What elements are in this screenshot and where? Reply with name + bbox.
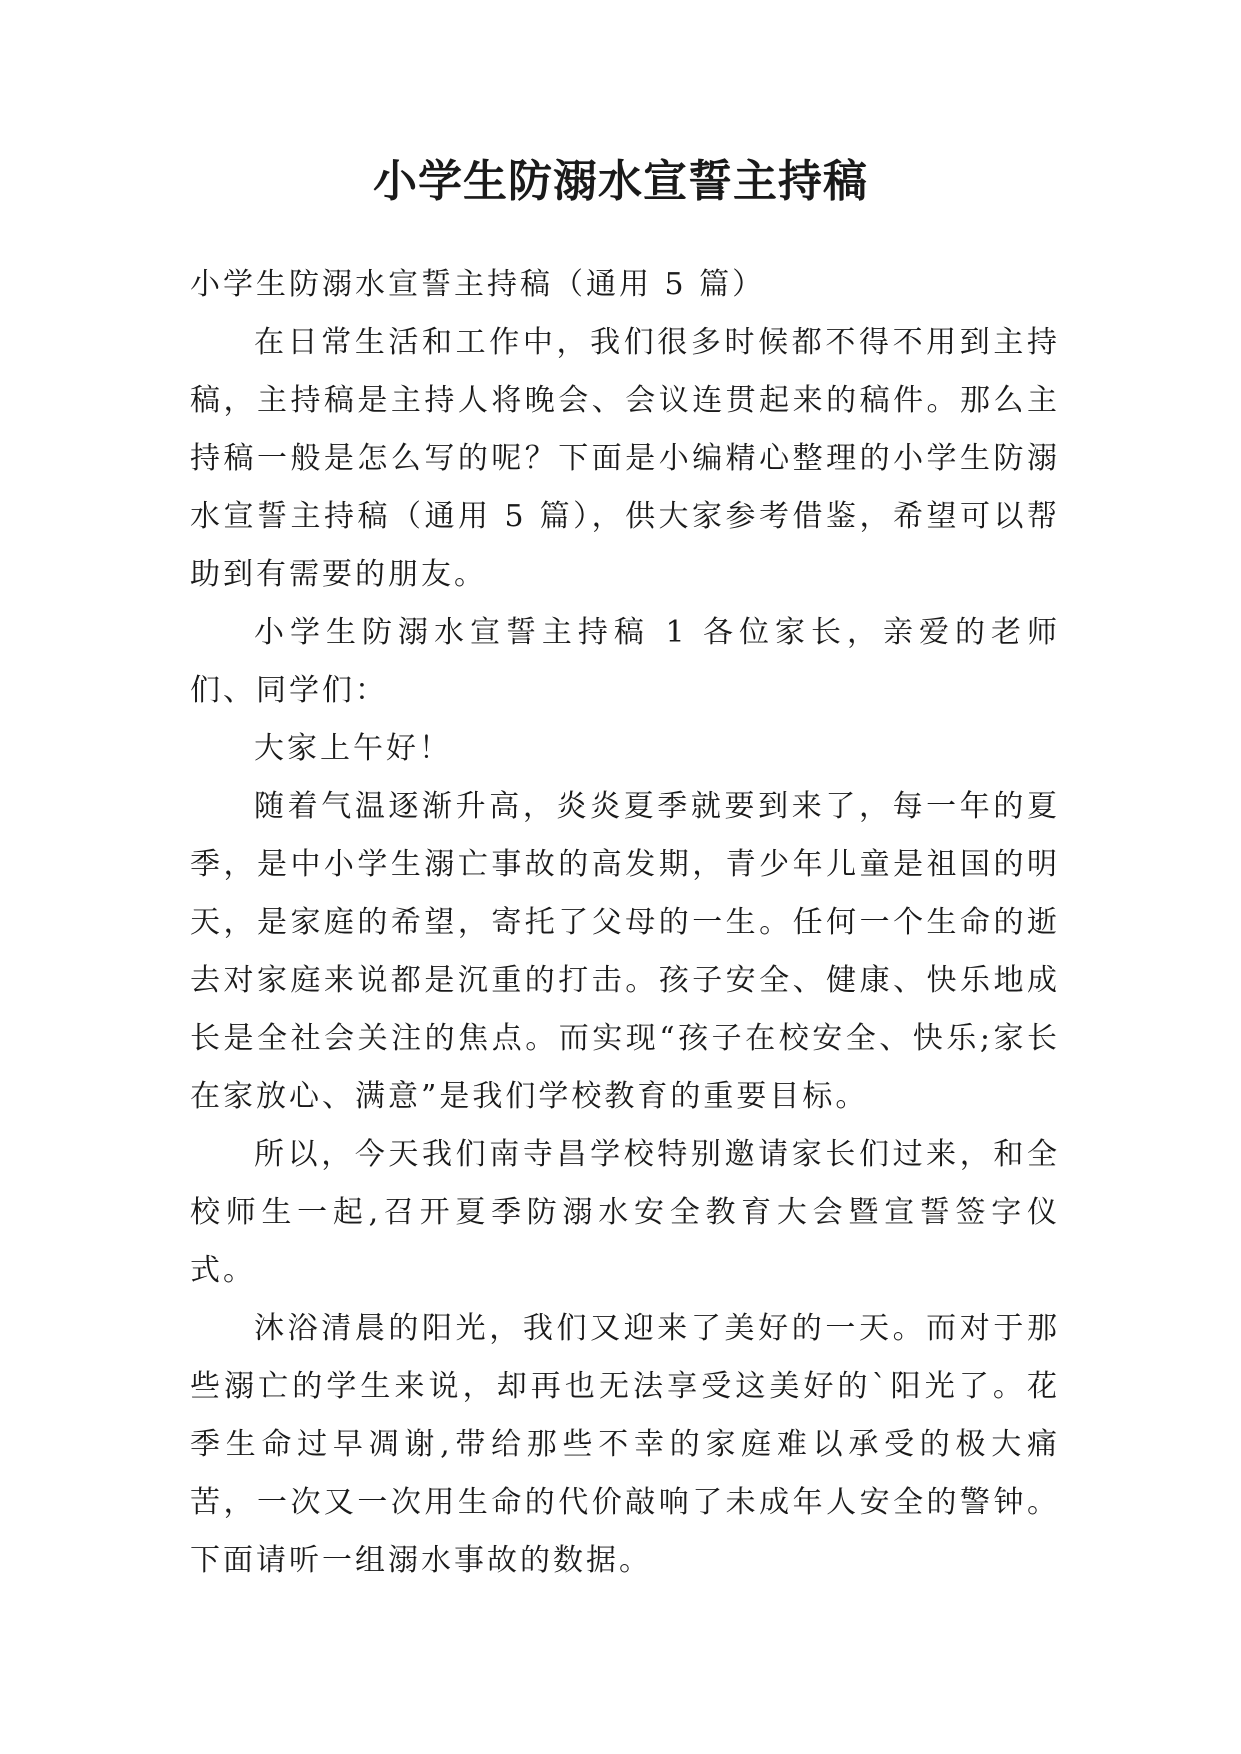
body-paragraph: 沐浴清晨的阳光，我们又迎来了美好的一天。而对于那些溺亡的学生来说，却再也无法享受这美好的`阳光了。花季生命过早凋谢,带给那些不幸的家庭难以承受的极大痛苦，一次又一次用生命的代价敲响了未成年人安全的警钟。下面请听一组溺水事故的数据。 [190,1311,1060,1578]
body-paragraph: 所以，今天我们南寺昌学校特别邀请家长们过来，和全校师生一起,召开夏季防溺水安全教育大会暨宣誓签字仪式。 [190,1137,1060,1288]
intro-paragraph: 在日常生活和工作中，我们很多时候都不得不用到主持稿，主持稿是主持人将晚会、会议连贯起来的稿件。那么主持稿一般是怎么写的呢？下面是小编精心整理的小学生防溺水宣誓主持稿（通用 5 篇），供大家参考借鉴，希望可以帮助到有需要的朋友。 [190,325,1060,592]
subtitle-paragraph: 小学生防溺水宣誓主持稿（通用 5 篇） [190,267,766,302]
document-body [190,256,1060,1590]
document-title: 小学生防溺水宣誓主持稿 [373,156,868,207]
greeting-paragraph: 大家上午好！ [254,731,452,766]
salutation-paragraph: 小学生防溺水宣誓主持稿 1 各位家长，亲爱的老师们、同学们： [190,615,1060,708]
body-paragraph: 随着气温逐渐升高，炎炎夏季就要到来了，每一年的夏季，是中小学生溺亡事故的高发期，青少年儿童是祖国的明天，是家庭的希望，寄托了父母的一生。任何一个生命的逝去对家庭来说都是沉重的打击。孩子安全、健康、快乐地成长是全社会关注的焦点。而实现“孩子在校安全、快乐;家长在家放心、满意”是我们学校教育的重要目标。 [190,789,1060,1114]
